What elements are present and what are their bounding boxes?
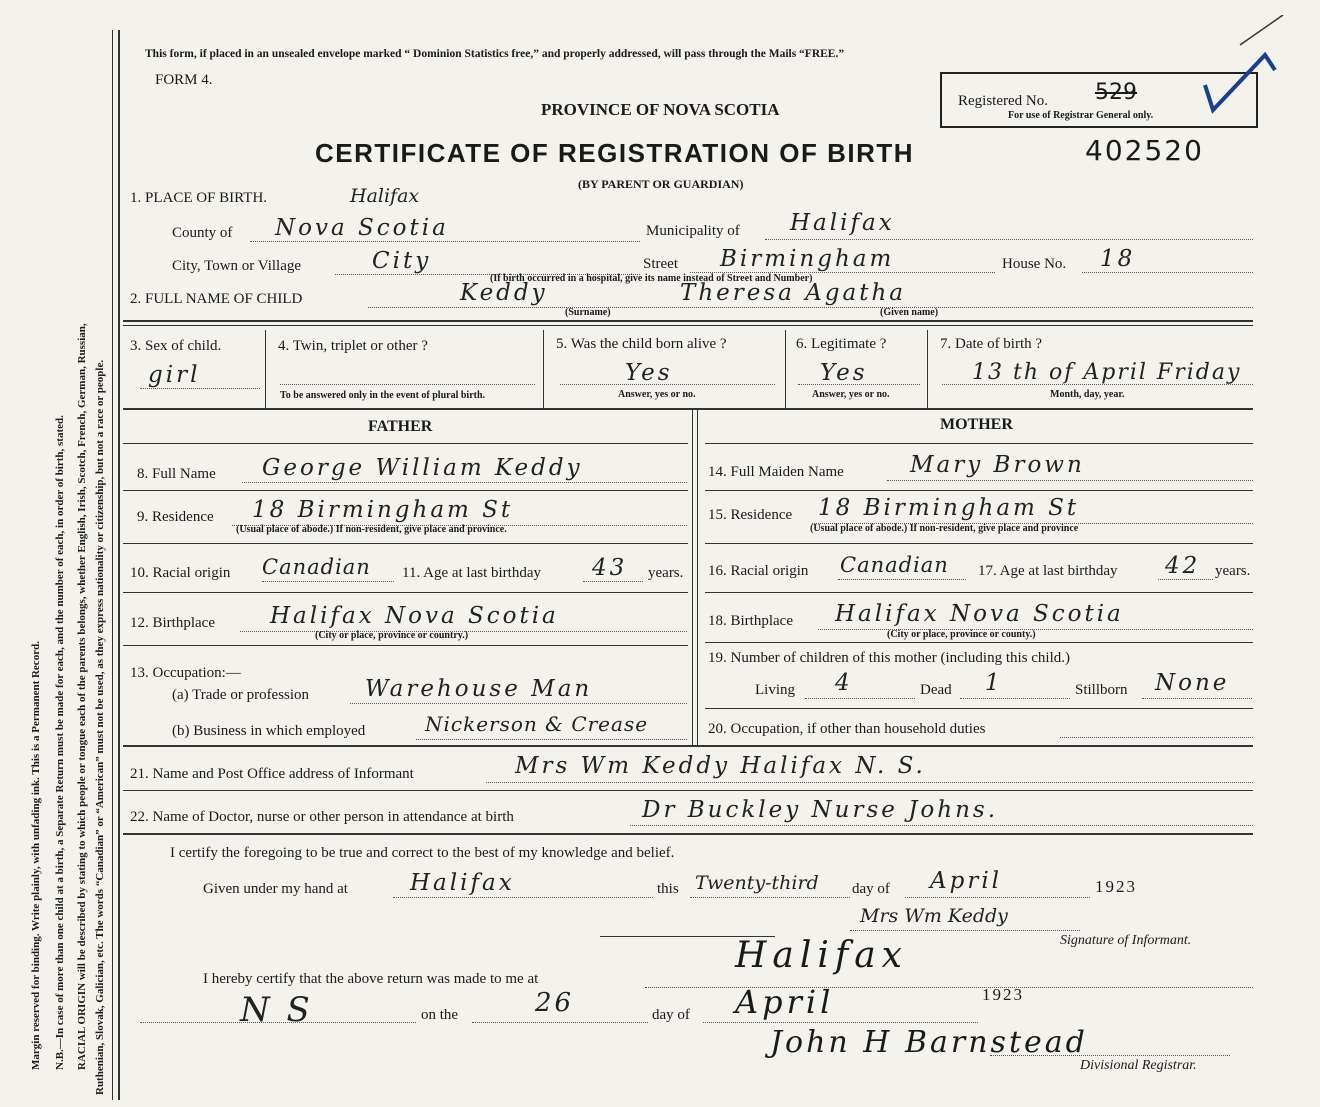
- child-given-name: Theresa Agatha: [680, 280, 907, 306]
- mother-residence-note: (Usual place of abode.) If non-resident, give place and province: [810, 523, 1079, 534]
- mother-birthplace-note: (City or place, province or county.): [887, 629, 1036, 640]
- this-label: this: [657, 881, 679, 897]
- margin-note: Margin reserved for binding. Write plainly, with unfading ink. This is a Permanent Record.: [30, 641, 42, 1070]
- father-age-label: 11. Age at last birthday: [402, 565, 541, 581]
- father-race-label: 10. Racial origin: [130, 565, 231, 581]
- city-value: City: [372, 248, 432, 274]
- registrar-use-note: For use of Registrar General only.: [1008, 110, 1154, 121]
- margin-rule: [118, 30, 120, 1100]
- father-race-value: Canadian: [262, 555, 371, 579]
- registrar-place: Halifax: [735, 935, 908, 976]
- twin-label: 4. Twin, triplet or other ?: [278, 338, 428, 354]
- father-name-value: George William Keddy: [262, 455, 583, 481]
- registered-label: Registered No.: [958, 93, 1048, 109]
- dob-value: 13 th of April Friday: [972, 360, 1242, 385]
- mother-name-value: Mary Brown: [910, 452, 1085, 478]
- registrar-month: April: [735, 983, 835, 1021]
- informant-signature: Mrs Wm Keddy: [860, 905, 1008, 927]
- legitimate-value: Yes: [820, 360, 868, 386]
- multiple-birth-note: N.B.—In case of more than one child at a birth, a Separate Return must be made for each, and the number of each, in order of birth, stated.: [54, 415, 66, 1070]
- racial-origin-note-1: RACIAL ORIGIN will be described by stating to which people or tongue each of the parents belongs, whether English, Irish, Scotch, French, German, Russian,: [76, 323, 88, 1070]
- registered-number: 529: [1095, 80, 1137, 105]
- mother-residence-label: 15. Residence: [708, 507, 793, 523]
- street-label: Street: [643, 256, 678, 272]
- father-age-value: 43: [592, 555, 628, 581]
- sex-label: 3. Sex of child.: [130, 338, 222, 354]
- stillborn-label: Stillborn: [1075, 682, 1128, 698]
- father-heading: FATHER: [368, 418, 433, 435]
- given-year: 1923: [1095, 877, 1137, 896]
- mother-heading: MOTHER: [940, 416, 1013, 433]
- hospital-note: (If birth occurred in a hospital, give its name instead of Street and Number): [490, 273, 813, 284]
- racial-origin-note-2: Ruthenian, Slovak, Galician, etc. The words “Canadian” or “American” must not be used, as they express nationality or citizenship, but not a race or people.: [94, 359, 106, 1095]
- dob-note: Month, day, year.: [1050, 389, 1125, 400]
- given-at-value: Halifax: [410, 870, 515, 896]
- dob-label: 7. Date of birth ?: [940, 336, 1043, 352]
- on-the-label: on the: [421, 1007, 459, 1023]
- mother-birthplace-label: 18. Birthplace: [708, 613, 793, 629]
- county-label: County of: [172, 225, 233, 241]
- doctor-label: 22. Name of Doctor, nurse or other person in attendance at birth: [130, 809, 514, 825]
- dead-value: 1: [985, 670, 1003, 696]
- certificate-number: 402520: [1085, 134, 1204, 167]
- living-value: 4: [835, 670, 853, 696]
- mother-name-label: 14. Full Maiden Name: [708, 464, 844, 480]
- registrar-day-of-label: day of: [652, 1007, 690, 1023]
- given-at-label: Given under my hand at: [203, 881, 348, 897]
- mother-race-label: 16. Racial origin: [708, 563, 809, 579]
- house-value: 18: [1100, 246, 1136, 272]
- page-title: CERTIFICATE OF REGISTRATION OF BIRTH: [315, 138, 915, 168]
- father-residence-note: (Usual place of abode.) If non-resident, give place and province.: [236, 524, 507, 535]
- mother-birthplace-value: Halifax Nova Scotia: [835, 601, 1124, 627]
- divisional-registrar-label: Divisional Registrar.: [1080, 1058, 1197, 1073]
- mother-race-value: Canadian: [840, 553, 949, 577]
- mother-residence-value: 18 Birmingham St: [818, 495, 1080, 521]
- stillborn-value: None: [1155, 670, 1230, 696]
- occupation-label: 13. Occupation:—: [130, 665, 241, 681]
- registrar-text: I hereby certify that the above return was made to me at: [203, 971, 539, 987]
- margin-rule: [112, 30, 113, 1100]
- place-of-birth-label: 1. PLACE OF BIRTH.: [130, 190, 268, 206]
- father-name-label: 8. Full Name: [137, 466, 216, 482]
- registrar-signature: John H Barnstead: [770, 1025, 1088, 1060]
- father-birthplace-value: Halifax Nova Scotia: [270, 603, 559, 629]
- alive-note: Answer, yes or no.: [618, 389, 696, 400]
- certify-text: I certify the foregoing to be true and correct to the best of my knowledge and belief.: [170, 845, 675, 861]
- day-of-label: day of: [852, 881, 890, 897]
- place-of-birth-value: Halifax: [350, 185, 420, 207]
- form-number: FORM 4.: [155, 72, 213, 88]
- legitimate-label: 6. Legitimate ?: [796, 336, 887, 352]
- business-value: Nickerson & Crease: [425, 712, 649, 736]
- mother-age-label: 17. Age at last birthday: [978, 563, 1118, 579]
- children-label: 19. Number of children of this mother (including this child.): [708, 650, 1071, 666]
- street-value: Birmingham: [720, 246, 895, 272]
- twin-note: To be answered only in the event of plural birth.: [280, 390, 486, 401]
- registrar-year: 1923: [982, 985, 1024, 1004]
- subtitle: (BY PARENT OR GUARDIAN): [578, 177, 744, 191]
- given-day-value: Twenty-third: [695, 872, 819, 894]
- registrar-day: 26: [535, 988, 575, 1018]
- mother-years: years.: [1215, 563, 1251, 579]
- mother-occupation-label: 20. Occupation, if other than household duties: [708, 721, 986, 737]
- county-value: Nova Scotia: [275, 215, 449, 241]
- father-birthplace-label: 12. Birthplace: [130, 615, 215, 631]
- surname-note: (Surname): [565, 307, 611, 318]
- check-mark-icon: [1195, 15, 1285, 115]
- given-name-note: (Given name): [880, 307, 939, 318]
- legitimate-note: Answer, yes or no.: [812, 389, 890, 400]
- postal-notice: This form, if placed in an unsealed envelope marked “ Dominion Statistics free,” and properly addressed, will pass through the Mails “FREE.”: [145, 48, 845, 60]
- informant-value: Mrs Wm Keddy Halifax N. S.: [515, 753, 926, 779]
- child-name-label: 2. FULL NAME OF CHILD: [130, 291, 303, 307]
- given-month-value: April: [930, 868, 1003, 894]
- dead-label: Dead: [920, 682, 952, 698]
- trade-label: (a) Trade or profession: [172, 687, 310, 703]
- municipality-value: Halifax: [790, 210, 895, 236]
- trade-value: Warehouse Man: [365, 676, 593, 702]
- father-residence-label: 9. Residence: [137, 509, 214, 525]
- alive-value: Yes: [625, 360, 673, 386]
- doctor-value: Dr Buckley Nurse Johns.: [642, 797, 999, 823]
- father-residence-value: 18 Birmingham St: [252, 497, 514, 523]
- registrar-place-continued: N S: [240, 990, 313, 1030]
- business-label: (b) Business in which employed: [172, 723, 366, 739]
- living-label: Living: [755, 682, 795, 698]
- informant-label: 21. Name and Post Office address of Informant: [130, 766, 414, 782]
- child-surname: Keddy: [460, 280, 548, 306]
- sex-value: girl: [148, 362, 201, 388]
- mother-age-value: 42: [1165, 553, 1201, 579]
- father-birthplace-note: (City or place, province or country.): [315, 630, 469, 641]
- province-heading: PROVINCE OF NOVA SCOTIA: [541, 100, 780, 119]
- father-years: years.: [648, 565, 684, 581]
- city-label: City, Town or Village: [172, 258, 302, 274]
- informant-signature-label: Signature of Informant.: [1060, 933, 1192, 948]
- municipality-label: Municipality of: [646, 223, 740, 239]
- alive-label: 5. Was the child born alive ?: [556, 336, 727, 352]
- house-label: House No.: [1002, 256, 1067, 272]
